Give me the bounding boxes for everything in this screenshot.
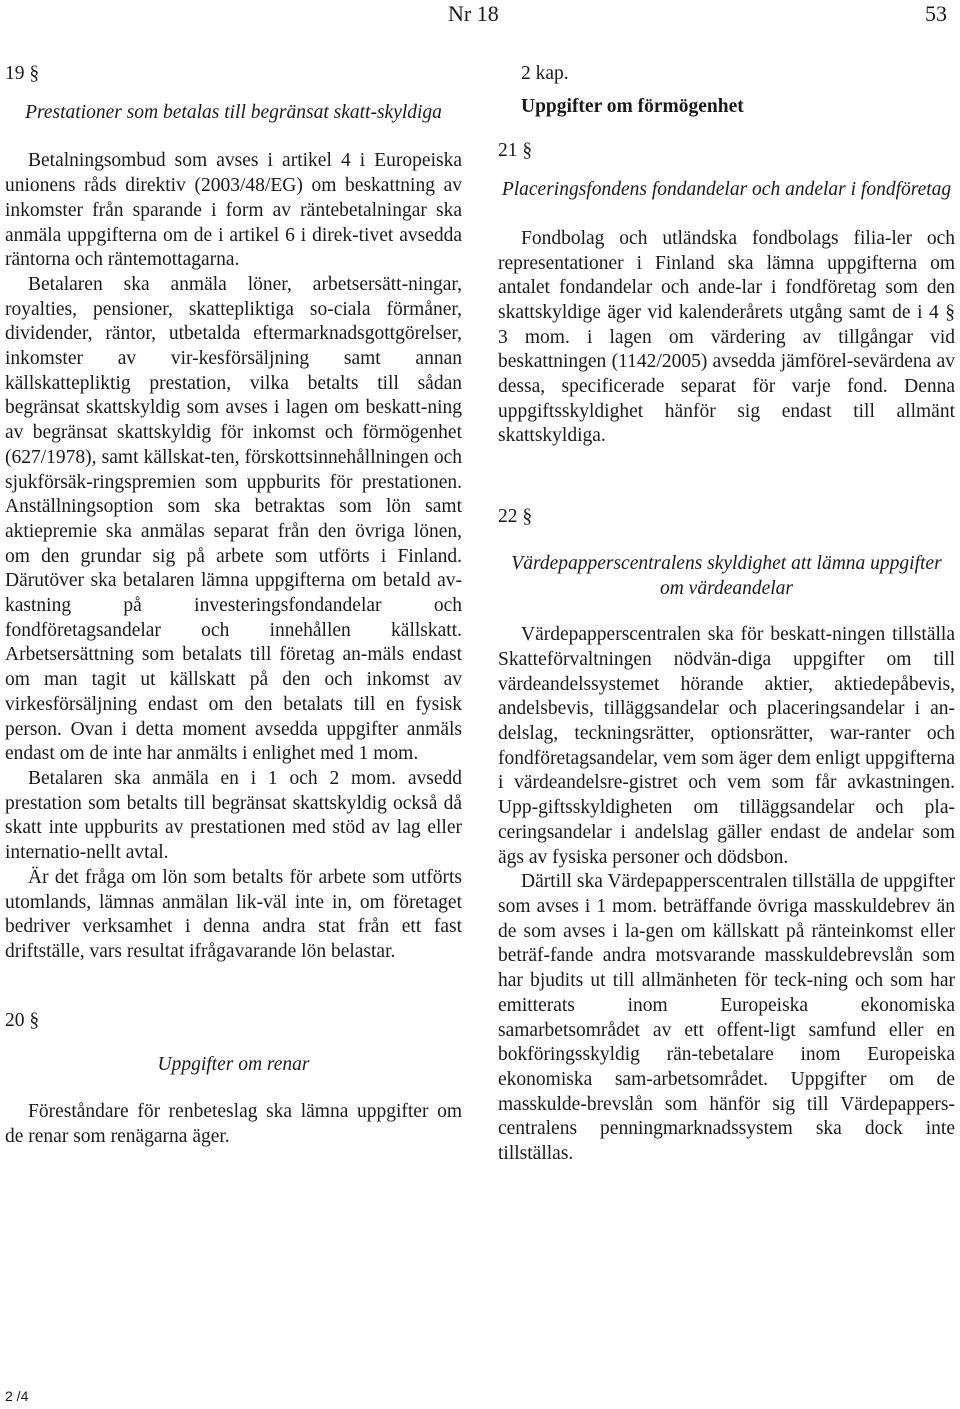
footer-code: 2 /4 bbox=[5, 1388, 29, 1404]
paragraph: Värdepapperscentralen ska för beskatt-ningen tillställa Skatteförvaltningen nödvän-diga uppgifter om till värdeandelssystemet hörande aktier, aktiedepåbevis, andelsbevis, tilläggsandelar och placeringsandelar i an-delslag, teckningsrätter, optionsrätter, war-ranter och fondföretagsandelar, vem som äger dem enligt uppgifterna i värdeandelsre-gistret och vem som får avkastningen. Upp-giftsskyldigheten om tilläggsandelar och pla-ceringsandelar i andelslag gäller endast de andelar som ägs av fysiska personer och dödsbon. bbox=[498, 624, 955, 868]
paragraph: Betalningsombud som avses i artikel 4 i Europeiska unionens råds direktiv (2003/48/EG) om beskattning av inkomster från sparande i form av räntebetalningar ska anmäla uppgifterna om de i artikel 6 i direk-tivet avsedda räntorna och räntemottagarna. bbox=[5, 150, 462, 271]
paragraph: Därtill ska Värdepapperscentralen tillställa de uppgifter som avses i 1 mom. beträffande övriga masskuldebrev än de som avses i la-gen om källskatt på ränteinkomst eller beträf-fande andra motsvarande masskuldebrevslån som har bjudits ut till allmänheten för teck-ning och som har emitterats inom Europeiska ekonomiska samarbetsområdet av ett offent-ligt samfund eller en bokföringsskyldig rän-tebetalare inom Europeiska ekonomiska sam-arbetsområdet. Uppgifter om de masskulde-brevslån som hänför sig till Värdepappers-centralens penningmarknadssystem ska dock inte tillställas. bbox=[498, 871, 955, 1165]
section-22 bbox=[498, 505, 955, 1167]
section-title: Värdepapperscentralens skyldighet att lämna uppgifter om värdeandelar bbox=[511, 552, 942, 599]
section-19 bbox=[5, 62, 462, 965]
section-title: Prestationer som betalas till begränsat skatt-skyldiga bbox=[25, 101, 442, 123]
right-column bbox=[498, 62, 955, 1167]
section-title: Placeringsfondens fondandelar och andelar i fondföretag bbox=[501, 179, 952, 201]
section-number: 22 § bbox=[498, 506, 533, 528]
section-21 bbox=[498, 139, 955, 449]
page-header bbox=[0, 0, 960, 30]
section-title: Uppgifter om renar bbox=[157, 1054, 310, 1076]
page-number: 53 bbox=[925, 1, 947, 26]
paragraph: Är det fråga om lön som betalts för arbete som utförts utomlands, lämnas anmälan lik-väl inte in, om företaget bedriver verksamhet i denna andra stat från ett fast driftställe, vars resultat ifrågavarande lön belastar. bbox=[5, 866, 462, 962]
issue-number: Nr 18 bbox=[448, 1, 499, 26]
chapter-heading bbox=[498, 62, 955, 119]
paragraph: Fondbolag och utländska fondbolags filia-ler och representationer i Finland ska lämna uppgifterna om antalet fondandelar och ande-lar i fondföretag som den skattskyldige äger vid kalenderårets utgång samt de i 4 § 3 mom. i lagen om värdering av tillgångar vid beskattningen (1142/2005) avsedda jämförel-sevärdena av dessa, specificerade separat för varje fond. Denna uppgiftsskyldighet hänför sig endast till allmänt skattskyldiga. bbox=[498, 227, 955, 447]
chapter-label: 2 kap. bbox=[521, 63, 569, 84]
section-number: 21 § bbox=[498, 140, 533, 162]
paragraph: Föreståndare för renbeteslag ska lämna uppgifter om de renar som renägarna äger. bbox=[5, 1101, 462, 1147]
chapter-title: Uppgifter om förmögenhet bbox=[521, 95, 744, 117]
section-20 bbox=[5, 1009, 462, 1150]
section-number: 19 § bbox=[5, 63, 40, 84]
section-number: 20 § bbox=[5, 1009, 40, 1031]
paragraph: Betalaren ska anmäla en i 1 och 2 mom. avsedd prestation som betalts till begränsat skattskyldig också då skatt inte uppburits av prestationen med stöd av lag eller internatio-nellt avtal. bbox=[5, 767, 462, 864]
left-column bbox=[5, 62, 462, 1149]
paragraph: Betalaren ska anmäla löner, arbetsersätt-ningar, royalties, pensioner, skattepliktiga so-ciala förmåner, dividender, räntor, utbetalda eftermarknadsgottgörelser, inkomster av vir-kesförsäljning samt annan källskattepliktig prestation, vilka betalts till sådan begränsat skattskyldig som avses i lagen om beskatt-ning av begränsat skattskyldig för inkomst och förmögenhet (627/1978), samt källskat-ten, förskottsinnehållningen och sjukförsäk-ringspremien som uppburits för prestationen. Anställningsoption som ska betraktas som lön samt aktiepremie ska anmälas separat från den övriga lönen, om den grundar sig på arbete som utförts i Finland. Därutöver ska betalaren lämna uppgifterna om betald av-kastning på investeringsfondandelar och fondföretagsandelar och innehållen källskatt. Arbetsersättning som betalats till företag an-mäls endast om man tagit ut källskatt på den och inkomst av virkesförsäljning endast om den betalats till en fysisk person. Ovan i detta moment avsedda uppgifter anmäls endast om de inte har anmälts i enlighet med 1 mom. bbox=[5, 273, 462, 765]
